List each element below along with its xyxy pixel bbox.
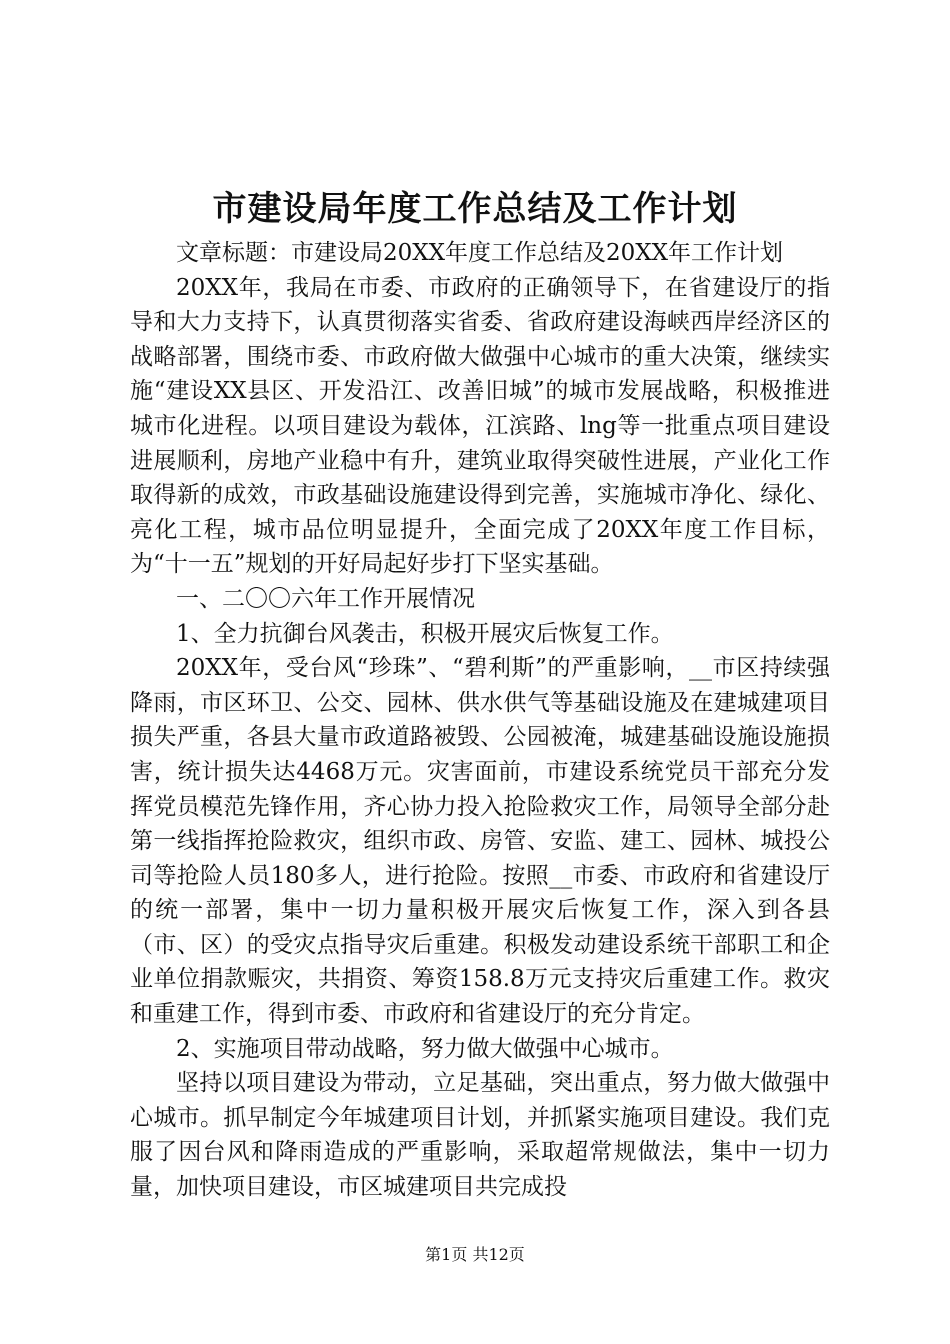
article-title-line: 文章标题：市建设局20XX年度工作总结及20XX年工作计划 — [176, 240, 784, 266]
section-heading: 一、二〇〇六年工作开展情况 — [176, 585, 475, 612]
document-title: 市建设局年度工作总结及工作计划 — [212, 189, 738, 229]
intro-paragraph: 20XX年，我局在市委、市政府的正确领导下，在省建设厅的指导和大力支持下，认真贯彻落实省委、省政府建设海峡西岸经济区的战略部署，围绕市委、市政府做大做强中心城市的重大决策，继续实施“建设XX县区、开发沿江、改善旧城”的城市发展战略，积极推进城市化进程。以项目建设为载体，江滨路、lng等一批重点项目建设进展顺利，房地产业稳中有升，建筑业取得突破性进展，产业化工作取得新的成效，市政基础设施建设得到完善，实施城市净化、绿化、亮化工程，城市品位明显提升，全面完成了20XX年度工作目标，为“十一五”规划的开好局起好步打下坚实基础。 — [130, 274, 830, 578]
document-body — [130, 236, 830, 1205]
subsection-heading-2: 2、实施项目带动战略，努力做大做强中心城市。 — [176, 1035, 674, 1062]
paragraph-projects: 坚持以项目建设为带动，立足基础，突出重点，努力做大做强中心城市。抓早制定今年城建项目计划，并抓紧实施项目建设。我们克服了因台风和降雨造成的严重影响，采取超常规做法，集中一切力量，加快项目建设，市区城建项目共完成投 — [130, 1070, 830, 1201]
paragraph-typhoon: 20XX年，受台风“珍珠”、“碧利斯”的严重影响，__市区持续强降雨，市区环卫、公交、园林、供水供气等基础设施及在建城建项目损失严重，各县大量市政道路被毁、公园被淹，城建基础设施设施损害，统计损失达4468万元。灾害面前，市建设系统党员干部充分发挥党员模范先锋作用，齐心协力投入抢险救灾工作，局领导全部分赴第一线指挥抢险救灾，组织市政、房管、安监、建工、园林、城投公司等抢险人员180多人，进行抢险。按照__市委、市政府和省建设厅的统一部署，集中一切力量积极开展灾后恢复工作，深入到各县（市、区）的受灾点指导灾后重建。积极发动建设系统干部职工和企业单位捐款赈灾，共捐资、筹资158.8万元支持灾后重建工作。救灾和重建工作，得到市委、市政府和省建设厅的充分肯定。 — [130, 655, 830, 1028]
subsection-heading-1: 1、全力抗御台风袭击，积极开展灾后恢复工作。 — [176, 620, 674, 647]
page-footer: 第1页 共12页 — [425, 1245, 525, 1264]
